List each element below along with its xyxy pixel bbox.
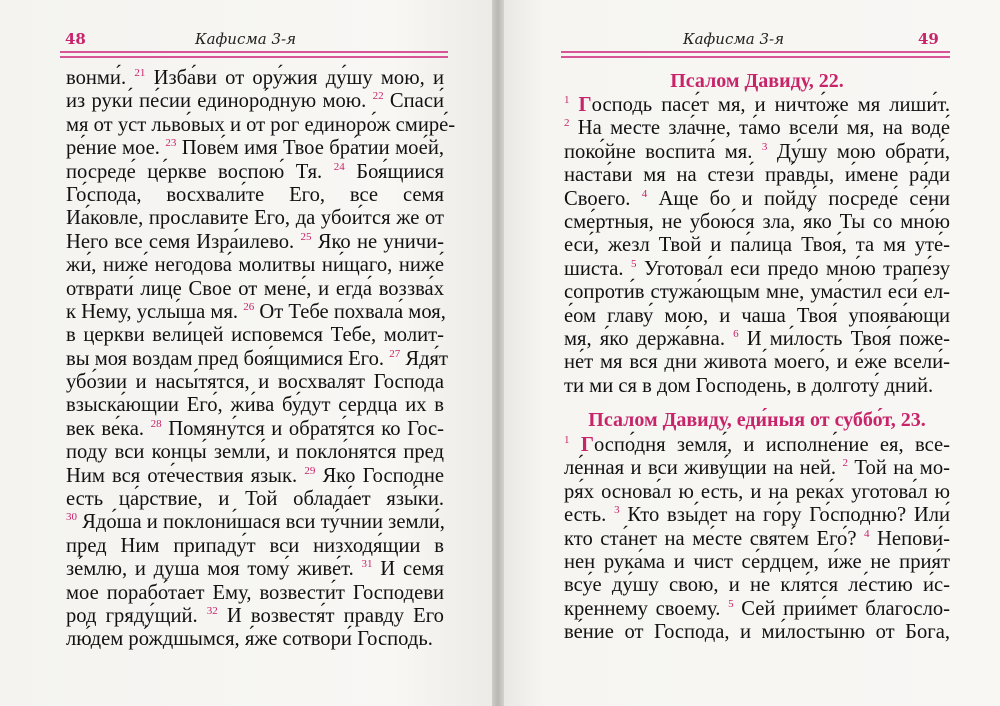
text-line	[564, 434, 950, 457]
line-text-continued: Спаси́	[383, 90, 444, 113]
header-rule	[60, 56, 448, 58]
line-text: род гряду́щий.	[66, 604, 198, 627]
line-text: Своего.	[564, 187, 631, 210]
left-running-head: Кафисма 3-я	[195, 30, 297, 48]
text-line	[66, 207, 444, 230]
line-text-continued: Яко не уничи-	[311, 230, 444, 253]
psalm-23-text	[564, 434, 950, 645]
line-text: вы моя воздам пред боя́щимися Его.	[66, 347, 385, 370]
text-line	[66, 113, 456, 137]
line-text: Иа́ковле, прославите Его, да убои́тся же от	[66, 207, 444, 230]
verse-number: 5	[631, 257, 637, 270]
line-text: сме́ртныя, не убою́ся зла, я́ко Ты со мно́ю	[564, 210, 950, 233]
text-line	[66, 418, 444, 441]
line-text: есть.	[564, 504, 607, 527]
verse-number: 21	[134, 67, 146, 79]
line-text: есть ца́рствие, и Той облада́ет язы́ки.	[66, 488, 444, 511]
line-text: ре́ние мое.	[66, 137, 160, 160]
line-text: жи́, ниже́ негодова́ молитвы ни́щаго, ниже́	[66, 254, 444, 277]
text-line	[66, 90, 444, 113]
line-text-continued: Ду́шу мою обрати́,	[767, 140, 950, 163]
text-line	[66, 67, 444, 90]
right-running-head: Кафисма 3-я	[683, 30, 785, 48]
line-text-continued: Боя́щиися	[344, 160, 444, 183]
line-text: шиста.	[564, 257, 624, 280]
left-page-header	[0, 26, 492, 48]
header-rule	[561, 56, 950, 58]
line-text: ве́ние от Господа, и ми́лостыню от Бога,	[564, 621, 950, 644]
verse-number: 32	[206, 604, 218, 617]
line-text-continued: На месте зла́чне, та́мо всели́ мя, на воде́	[569, 117, 950, 140]
line-text: пред Ним припаду́т вси низходя́щии в	[66, 534, 444, 557]
line-text-continued: Ядя́т	[400, 347, 449, 370]
line-text-continued: И возвестя́т правду Его	[217, 604, 444, 627]
line-text: еси́, жезл Твой и па́лица Твоя́, та мя уте́-	[564, 234, 950, 257]
text-line	[66, 371, 444, 394]
line-text: креннему своему.	[564, 597, 721, 620]
line-text: всу́е ду́шу свою, и не кля́тся ле́стию и́с-	[564, 574, 950, 597]
line-text: кто ста́нет на ме́сте святе́м Его́?	[564, 527, 857, 550]
text-line	[564, 117, 950, 140]
text-line	[66, 605, 444, 628]
text-line	[564, 188, 950, 211]
verse-number: 29	[304, 464, 316, 477]
line-text: Го́спода, восхвали́те Его, все семя	[66, 183, 444, 206]
text-line	[564, 211, 950, 234]
verse-number: 4	[864, 527, 870, 540]
line-text: взыска́ющии Его́, жи́ва бу́дут сердца их в	[66, 394, 444, 417]
text-line	[564, 94, 950, 117]
line-text: наста́ви мя на стези́ пра́вды, и́мене ра́ди	[564, 164, 950, 187]
text-line	[564, 621, 950, 644]
line-text: мя, я́ко держа́вна.	[564, 327, 725, 350]
verse-number: 31	[361, 558, 373, 571]
line-text: е́ом главу́ мою, и чаша Твоя́ упоява́ющи	[564, 304, 950, 327]
text-line	[564, 457, 950, 480]
text-line	[66, 324, 444, 347]
text-line	[66, 441, 444, 464]
line-text-continued: Аще бо и пойду́ посреде́ се́ни	[647, 187, 951, 210]
header-rule	[60, 51, 448, 53]
verse-number: 28	[150, 417, 162, 430]
verse-number: 22	[372, 90, 384, 103]
left-page	[0, 0, 492, 706]
initial-letter: Г	[578, 94, 592, 116]
line-text: лю́дем ро́ждшымся, я́же сотвори́ Господь.	[66, 628, 433, 651]
line-text: зе́млю, и душа моя тому́ живе́т.	[66, 558, 354, 581]
right-page	[504, 0, 1000, 706]
text-line	[66, 137, 444, 160]
text-line	[564, 164, 950, 187]
verse-number: 23	[165, 137, 177, 150]
verse-number: 30	[66, 511, 77, 524]
line-text: в церкви вели́цей исповемся Тебе, молит-	[66, 324, 444, 347]
psalm-22-text	[564, 94, 950, 398]
line-text: отврати́ лице Свое от мене́, и егда́ воззва́х	[66, 277, 444, 300]
text-line	[66, 347, 449, 371]
line-text-continued: Пове́м имя Твое бра́тии мое́й,	[176, 137, 444, 160]
book-gutter	[492, 0, 504, 706]
line-text-continued: Изба́ви от ору́жия ду́шу мою, и	[145, 67, 444, 89]
text-line	[66, 511, 444, 534]
header-rule	[561, 51, 950, 53]
line-text-continued: Кто взы́дет на го́ру Го́сподню? Или́	[619, 504, 951, 527]
line-text-continued: Яко Господне	[315, 464, 444, 487]
text-line	[66, 161, 444, 184]
text-line	[564, 598, 950, 621]
line-text-continued: Уготова́л еси предо мно́ю трапе́зу	[636, 257, 950, 280]
right-body-text	[564, 68, 950, 645]
text-line	[66, 535, 444, 558]
right-page-number: 49	[918, 30, 939, 48]
line-text-continued: Ядо́ша и поклони́шася вси ту́чнии земли́,	[77, 511, 445, 534]
text-line	[66, 488, 444, 511]
line-text: посреде́ це́ркве воспою́ Тя.	[66, 160, 323, 183]
line-text: ти ми ся в дом Господень, в долготу́ дний.	[564, 374, 934, 397]
line-text: Ним вся оте́чествия язык.	[66, 464, 298, 487]
line-text-continued: Сей прии́мет благосло-	[733, 597, 950, 620]
line-text: поко́йне воспита́ мя.	[564, 140, 753, 163]
line-text: век ве́ка.	[66, 417, 145, 440]
text-line	[564, 351, 950, 374]
text-line	[66, 394, 444, 417]
verse-number: 3	[761, 140, 768, 153]
verse-number: 27	[389, 347, 401, 360]
line-text: к Нему, услы́ша мя.	[66, 300, 239, 323]
line-text: мое порабо́тает Ему, возвести́т Господеви	[66, 581, 444, 604]
line-text-continued: От Тебе похвала́ моя,	[254, 300, 446, 323]
line-text: нен рука́ма и чист се́рдцем, и́же не прия́т	[564, 551, 950, 574]
verse-number: 26	[243, 300, 255, 313]
left-page-number: 48	[65, 30, 86, 48]
line-text-continued: И семя	[372, 558, 444, 581]
text-line	[66, 231, 444, 254]
text-line	[564, 141, 950, 164]
line-text: сопроти́в стужа́ющым мне, ума́стил еси́ ел-	[564, 281, 950, 304]
verse-number: 5	[728, 597, 734, 610]
text-line	[564, 328, 950, 351]
psalm-23-title: Псалом Давиду, еди́ныя от суббо́т, 23.	[588, 409, 926, 432]
verse-number: 2	[564, 117, 570, 130]
text-line	[66, 558, 444, 581]
line-text: мя от уст льво́вых и от рог единоро́ж смире́-	[66, 113, 456, 136]
text-line	[66, 184, 444, 207]
line-text: Него все семя Изра́илево.	[66, 230, 295, 253]
verse-number: 24	[333, 160, 345, 173]
line-text: ря́х основа́л ю есть, и на река́х уготова́л ю	[564, 480, 950, 503]
verse-number: 1	[564, 434, 570, 447]
line-text-continued: И ми́лость Твоя́ поже-	[738, 327, 950, 350]
line-text-continued: оспо́дня земля́, и исполне́ние ея, все-	[593, 434, 950, 457]
verse-number: 2	[842, 457, 848, 470]
line-text-continued: Непови́-	[869, 527, 950, 550]
text-line	[564, 375, 950, 398]
verse-number: 3	[614, 504, 620, 517]
line-text-continued: осподь пасе́т мя, и ничто́же мя лиши́т.	[591, 94, 950, 116]
line-text: из руки́ пе́сии единоро́дную мою.	[66, 90, 367, 113]
line-text: не́т мя вся дни живота́ моего́, и е́же всели́-	[564, 351, 950, 374]
line-text-continued: Помяну́тся и обратя́тся ко Гос-	[161, 417, 444, 440]
text-line	[66, 254, 444, 277]
text-line	[564, 551, 950, 574]
text-line	[66, 628, 444, 651]
left-body-text	[66, 67, 456, 652]
line-text: убо́зии и насы́тятся, и восхвалят Господа	[66, 371, 444, 394]
verse-number: 1	[564, 94, 570, 106]
text-line	[564, 234, 950, 257]
verse-number: 4	[641, 187, 648, 200]
text-line	[564, 305, 950, 328]
text-line	[564, 528, 950, 551]
initial-letter: Г	[580, 434, 594, 457]
verse-number: 6	[733, 327, 739, 340]
right-page-header	[504, 26, 1000, 48]
text-line	[564, 281, 950, 304]
text-line	[564, 481, 950, 504]
text-line	[564, 504, 950, 527]
line-text: ле́нная и вси живу́щии на ней.	[564, 457, 837, 480]
psalm-22-title: Псалом Давиду, 22.	[670, 70, 844, 92]
text-line	[66, 465, 444, 488]
line-text: поду вси концы́ земли́, и покло́нятся пред	[66, 441, 444, 464]
text-line	[564, 574, 950, 597]
text-line	[66, 582, 444, 605]
text-line	[66, 278, 444, 301]
text-line	[66, 301, 444, 324]
verse-number: 25	[300, 230, 312, 243]
line-text-continued: Той на мо-	[847, 457, 950, 480]
line-text: вонми́.	[66, 67, 127, 89]
text-line	[564, 258, 950, 281]
